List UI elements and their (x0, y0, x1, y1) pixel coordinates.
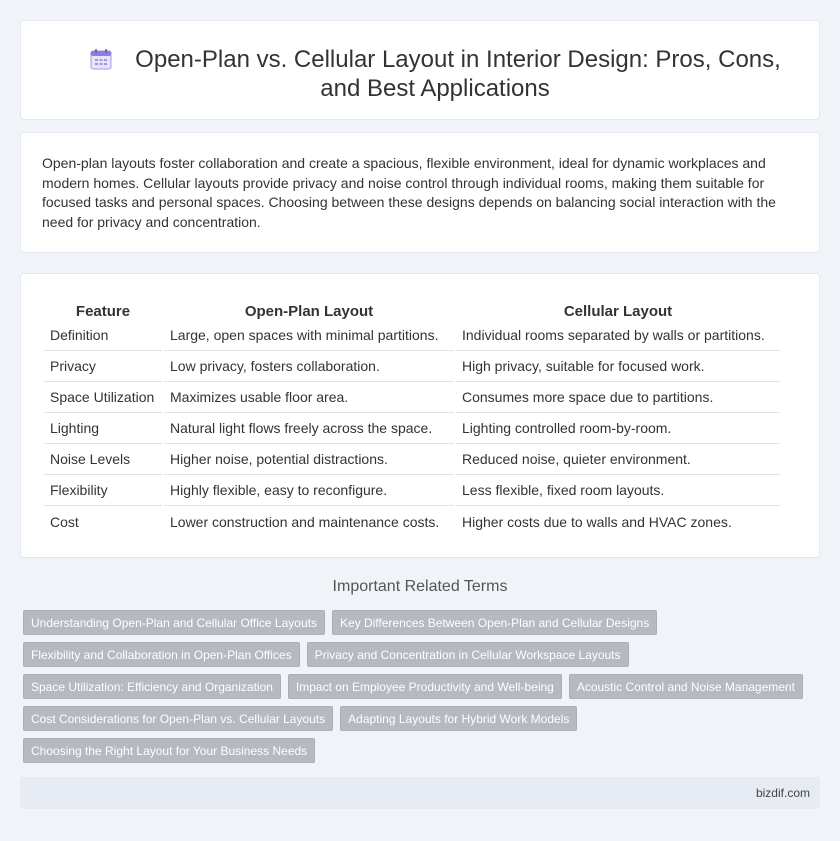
open-plan-cell: Low privacy, fosters collaboration. (164, 351, 454, 382)
tag-row (23, 738, 823, 763)
comparison-card (20, 273, 820, 558)
table-row (44, 382, 780, 413)
cellular-cell: Individual rooms separated by walls or partitions. (456, 320, 780, 351)
header-open-plan: Open-Plan Layout (244, 303, 374, 320)
cellular-cell: Higher costs due to walls and HVAC zones. (462, 513, 732, 530)
related-term-tag[interactable]: Choosing the Right Layout for Your Business Needs (23, 738, 315, 763)
feature-cell: Privacy (44, 351, 162, 382)
feature-cell: Cost (50, 513, 79, 530)
cellular-cell: Lighting controlled room-by-room. (456, 413, 780, 444)
related-term-tag[interactable]: Privacy and Concentration in Cellular Workspace Layouts (307, 642, 629, 667)
related-terms-list (23, 610, 823, 770)
related-terms-heading: Important Related Terms (332, 578, 508, 595)
table-row (44, 444, 780, 475)
open-plan-cell: Higher noise, potential distractions. (164, 444, 454, 475)
open-plan-cell: Highly flexible, easy to reconfigure. (164, 475, 454, 506)
related-term-tag[interactable]: Acoustic Control and Noise Management (569, 674, 803, 699)
related-term-tag[interactable]: Cost Considerations for Open-Plan vs. Cellular Layouts (23, 706, 333, 731)
related-term-tag[interactable]: Impact on Employee Productivity and Well-being (288, 674, 562, 699)
cellular-cell: Less flexible, fixed room layouts. (456, 475, 780, 506)
tag-row (23, 610, 823, 635)
header-card (20, 20, 820, 120)
cellular-cell: Reduced noise, quieter environment. (456, 444, 780, 475)
table-row (44, 475, 780, 506)
cellular-cell: Consumes more space due to partitions. (456, 382, 780, 413)
cellular-cell: High privacy, suitable for focused work. (456, 351, 780, 382)
open-plan-cell: Large, open spaces with minimal partitions. (164, 320, 454, 351)
open-plan-cell: Maximizes usable floor area. (164, 382, 454, 413)
intro-card (20, 132, 820, 253)
table-row (44, 413, 780, 444)
feature-cell: Flexibility (44, 475, 162, 506)
related-term-tag[interactable]: Space Utilization: Efficiency and Organization (23, 674, 281, 699)
comparison-table (42, 296, 782, 537)
table-header-row (44, 296, 780, 320)
header-feature: Feature (75, 303, 131, 320)
open-plan-cell: Natural light flows freely across the space. (164, 413, 454, 444)
related-term-tag[interactable]: Key Differences Between Open-Plan and Cellular Designs (332, 610, 657, 635)
tag-row (23, 642, 823, 667)
feature-cell: Noise Levels (44, 444, 162, 475)
page-title-wrap (81, 45, 789, 103)
header-cellular: Cellular Layout (563, 303, 673, 320)
feature-cell: Definition (44, 320, 162, 351)
related-term-tag[interactable]: Understanding Open-Plan and Cellular Office Layouts (23, 610, 325, 635)
feature-cell: Lighting (44, 413, 162, 444)
tag-row (23, 674, 823, 699)
related-term-tag[interactable]: Flexibility and Collaboration in Open-Plan Offices (23, 642, 300, 667)
calendar-icon (89, 48, 113, 70)
footer (20, 777, 820, 809)
table-row (44, 320, 780, 351)
related-term-tag[interactable]: Adapting Layouts for Hybrid Work Models (340, 706, 577, 731)
tag-row (23, 706, 823, 731)
open-plan-cell: Lower construction and maintenance costs. (170, 513, 440, 530)
footer-site-link[interactable]: bizdif.com (755, 786, 810, 800)
page-title: Open-Plan vs. Cellular Layout in Interior Design: Pros, Cons, and Best Applications (135, 46, 781, 102)
table-row (44, 506, 780, 537)
table-row (44, 351, 780, 382)
intro-paragraph: Open-plan layouts foster collaboration and create a spacious, flexible environment, ideal for dynamic workplaces and modern homes. Cellular layouts provide privacy and noise control through individual rooms, making them suitable for focused tasks and personal spaces. Choosing between these designs depends on balancing social interaction with the need for privacy and concentration. (42, 155, 776, 230)
feature-cell: Space Utilization (44, 382, 162, 413)
